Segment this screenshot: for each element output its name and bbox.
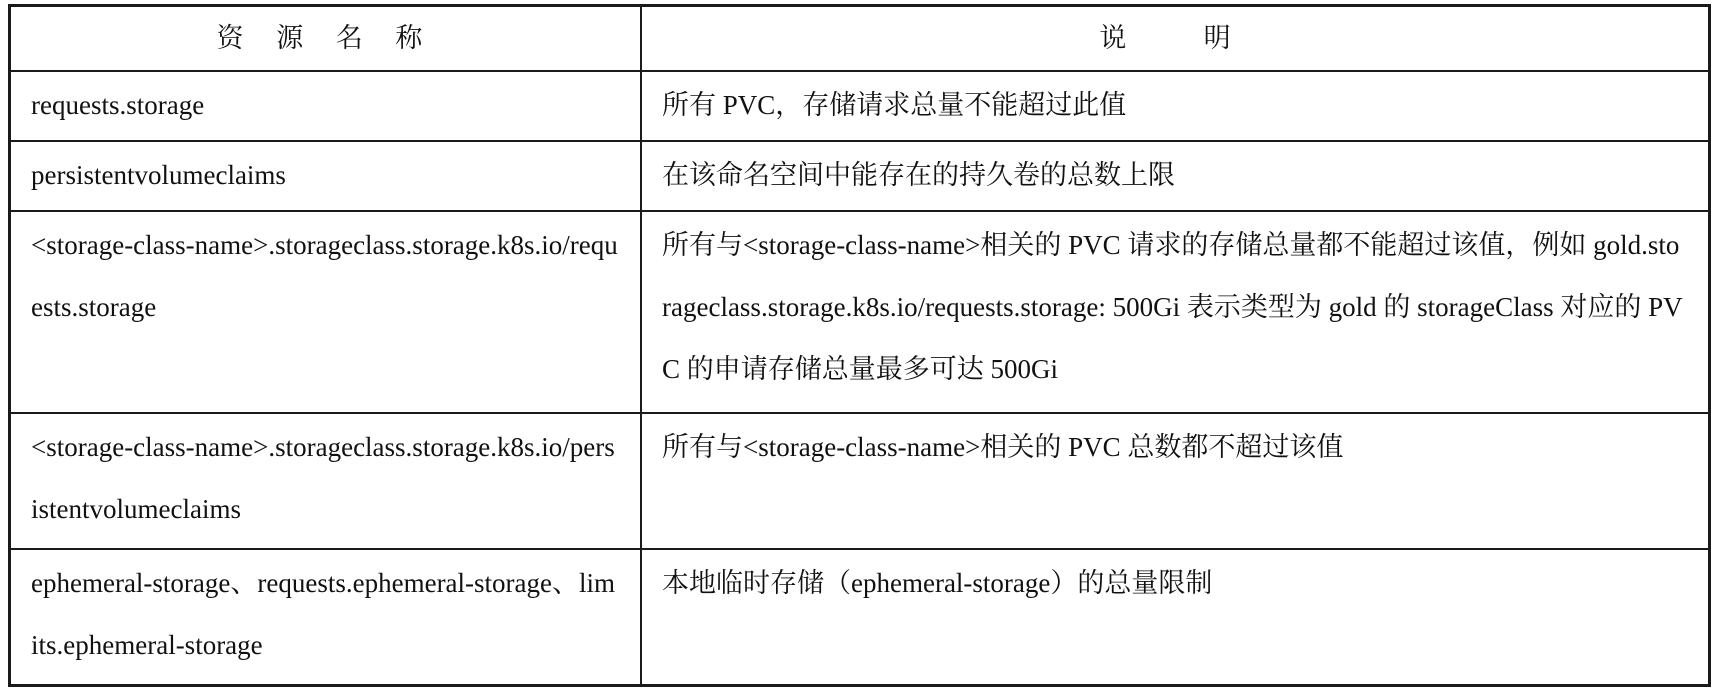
description-text: 所有与<storage-class-name>相关的 PVC 总数都不超过该值 <box>662 432 1344 463</box>
table-row <box>11 549 1708 684</box>
cell-description <box>641 549 1708 684</box>
table-row <box>11 211 1708 413</box>
description-text: 所有与<storage-class-name>相关的 PVC 请求的存储总量都不能超过该值，例如 gold.storageclass.storage.k8s.io/requests.storage: 500Gi 表示类型为 gold 的 storageClass 对应的 PVC 的申请存储总量最多可达 500Gi <box>662 230 1683 385</box>
resource-name-text: requests.storage <box>31 90 205 120</box>
cell-description <box>641 71 1708 141</box>
resource-name-text: <storage-class-name>.storageclass.storage.k8s.io/persistentvolumeclaims <box>31 432 615 525</box>
header-resource-name-text: 资 源 名 称 <box>216 22 435 54</box>
table-row <box>11 413 1708 549</box>
header-description <box>641 7 1708 71</box>
cell-description <box>641 211 1708 413</box>
table-row <box>11 71 1708 141</box>
table-row <box>11 141 1708 211</box>
cell-resource-name <box>11 71 641 141</box>
resource-name-text: ephemeral-storage、requests.ephemeral-storage、limits.ephemeral-storage <box>31 568 616 661</box>
header-description-text: 说 明 <box>1099 22 1251 54</box>
table-header-row <box>11 7 1708 71</box>
cell-resource-name <box>11 413 641 549</box>
cell-resource-name <box>11 549 641 684</box>
resource-name-text: <storage-class-name>.storageclass.storage.k8s.io/requests.storage <box>31 230 618 323</box>
resource-quota-table <box>11 7 1708 684</box>
header-resource-name <box>11 7 641 71</box>
description-text: 本地临时存储（ephemeral-storage）的总量限制 <box>662 568 1213 599</box>
resource-name-text: persistentvolumeclaims <box>31 160 286 191</box>
description-text: 所有 PVC，存储请求总量不能超过此值 <box>662 90 1127 120</box>
cell-description <box>641 141 1708 211</box>
cell-resource-name <box>11 141 641 211</box>
cell-resource-name <box>11 211 641 413</box>
resource-table <box>8 4 1711 687</box>
description-text: 在该命名空间中能存在的持久卷的总数上限 <box>662 160 1175 191</box>
cell-description <box>641 413 1708 549</box>
